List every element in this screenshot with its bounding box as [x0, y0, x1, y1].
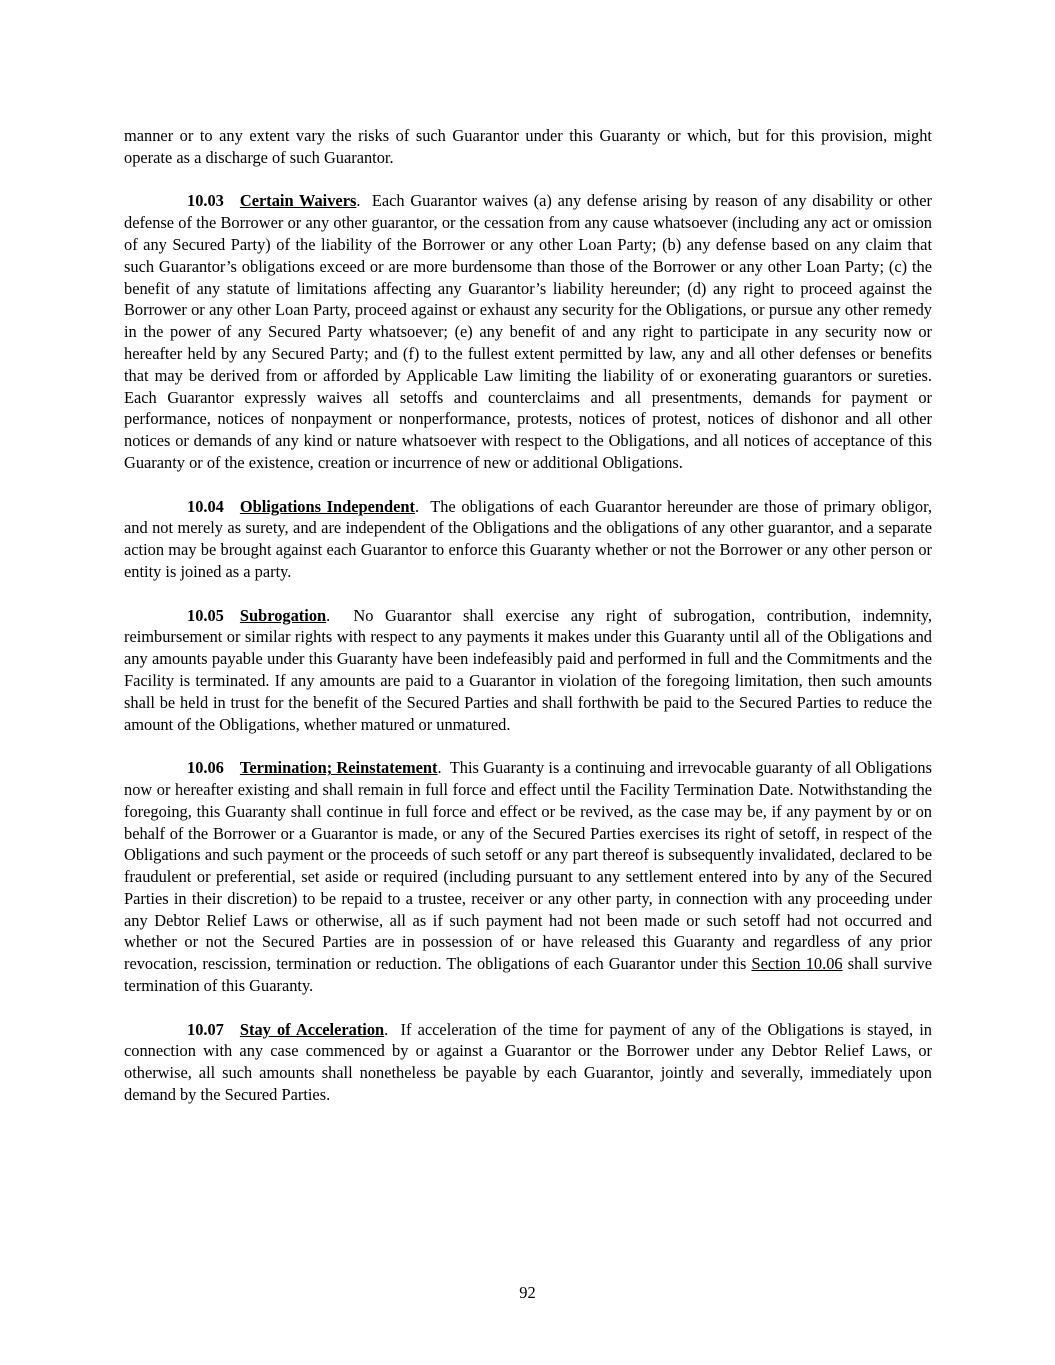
- section-number: 10.06: [187, 758, 224, 778]
- heading-period: .: [326, 605, 331, 625]
- section-body: If acceleration of the time for payment of any of the Obligations is stayed, in connection with any case commenced by or against a Guarantor or the Borrower under any Debtor Relief Laws, or otherwise, all such amounts shall nonetheless be payable by each Guarantor, jointly and severally, immediately upon demand by the Secured Parties.: [124, 1019, 932, 1105]
- section-number: 10.07: [187, 1019, 224, 1039]
- section-heading: Stay of Acceleration: [239, 1019, 385, 1039]
- section-heading: Certain Waivers: [239, 191, 357, 211]
- heading-period: .: [437, 758, 442, 778]
- section-number: 10.05: [187, 605, 224, 625]
- section-body: No Guarantor shall exercise any right of subrogation, contribution, indemnity, reimbursement or similar rights with respect to any payments it makes under this Guaranty until all of the Obligations and any amounts payable under this Guaranty have been indefeasibly paid and performed in full and the Commitments and the Facility is terminated. If any amounts are paid to a Guarantor in violation of the foregoing limitation, then such amounts shall be held in trust for the benefit of the Secured Parties and shall forthwith be paid to the Secured Parties to reduce the amount of the Obligations, whether matured or unmatured.: [124, 605, 932, 734]
- heading-period: .: [384, 1019, 389, 1039]
- section-10-03: [124, 190, 932, 473]
- section-10-07: [124, 1019, 932, 1106]
- continuation-paragraph: manner or to any extent vary the risks of such Guarantor under this Guaranty or which, but for this provision, might operate as a discharge of such Guarantor.: [124, 126, 932, 167]
- section-heading: Termination; Reinstatement: [239, 758, 438, 778]
- section-10-04: [124, 496, 932, 583]
- heading-period: .: [415, 496, 420, 516]
- section-10-05: [124, 605, 932, 736]
- section-heading: Subrogation: [239, 605, 327, 625]
- section-number: 10.03: [187, 191, 224, 211]
- section-heading: Obligations Independent: [239, 496, 415, 516]
- cross-reference-link[interactable]: Section 10.06: [751, 954, 843, 974]
- section-body-after: shall survive termination of this Guaranty.: [124, 954, 932, 996]
- section-number: 10.04: [187, 496, 224, 516]
- heading-period: .: [356, 191, 361, 211]
- section-body: This Guaranty is a continuing and irrevocable guaranty of all Obligations now or hereafter existing and shall remain in full force and effect until the Facility Termination Date. Notwithstanding the foregoing, this Guaranty shall continue in full force and effect or be revived, as the case may be, if any payment by or on behalf of the Borrower or a Guarantor is made, or any of the Secured Parties exercises its right of setoff, in respect of the Obligations and such payment or the proceeds of such setoff or any part thereof is subsequently invalidated, declared to be fraudulent or preferential, set aside or required (including pursuant to any settlement entered into by any of the Secured Parties in their discretion) to be repaid to a trustee, receiver or any other party, in connection with any proceeding under any Debtor Relief Laws or otherwise, all as if such payment had not been made or such setoff had not occurred and whether or not the Secured Parties are in possession of or have released this Guaranty and regardless of any prior revocation, rescission, termination or reduction. The obligations of each Guarantor under this: [124, 758, 932, 974]
- section-body: Each Guarantor waives (a) any defense arising by reason of any disability or other defense of the Borrower or any other guarantor, or the cessation from any cause whatsoever (including any act or omission of any Secured Party) of the liability of the Borrower or any other Loan Party; (b) any defense based on any claim that such Guarantor’s obligations exceed or are more burdensome than those of the Borrower or any other Loan Party; (c) the benefit of any statute of limitations affecting any Guarantor’s liability hereunder; (d) any right to proceed against the Borrower or any other Loan Party, proceed against or exhaust any security for the Obligations, or pursue any other remedy in the power of any Secured Party whatsoever; (e) any benefit of and any right to participate in any security now or hereafter held by any Secured Party; and (f) to the fullest extent permitted by law, any and all other defenses or benefits that may be derived from or afforded by Applicable Law limiting the liability of or exonerating guarantors or sureties. Each Guarantor expressly waives all setoffs and counterclaims and all presentments, demands for payment or performance, notices of nonpayment or nonperformance, protests, notices of protest, notices of dishonor and all other notices or demands of any kind or nature whatsoever with respect to the Obligations, and all notices of acceptance of this Guaranty or of the existence, creation or incurrence of new or additional Obligations.: [124, 191, 932, 472]
- section-10-06: [124, 757, 932, 997]
- document-page: [124, 125, 932, 1128]
- page-number: 92: [519, 1283, 536, 1302]
- section-body: The obligations of each Guarantor hereunder are those of primary obligor, and not merely as surety, and are independent of the Obligations and the obligations of any other guarantor, and a separate action may be brought against each Guarantor to enforce this Guaranty whether or not the Borrower or any other person or entity is joined as a party.: [124, 496, 932, 581]
